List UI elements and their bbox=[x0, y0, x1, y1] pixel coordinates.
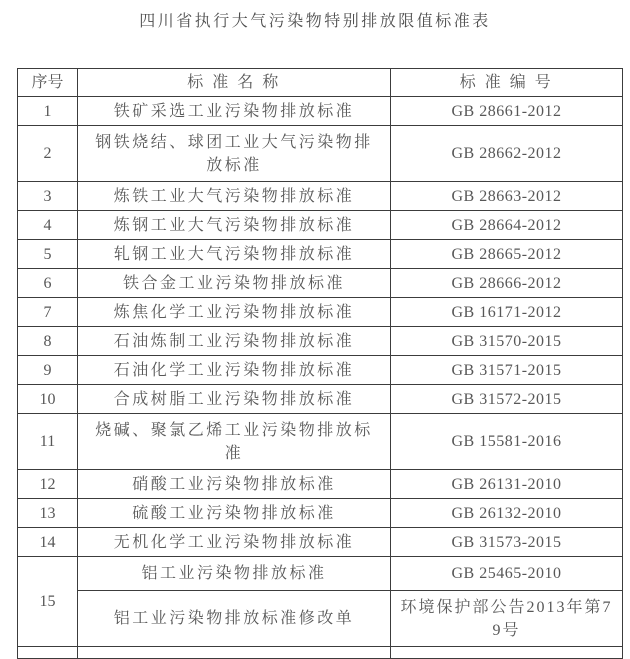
table-row bbox=[18, 414, 623, 470]
row-name: 硫酸工业污染物排放标准 bbox=[78, 499, 391, 528]
row-name: 炼钢工业大气污染物排放标准 bbox=[78, 211, 391, 240]
row-code: GB 28664-2012 bbox=[391, 211, 623, 240]
row-code: GB 28665-2012 bbox=[391, 240, 623, 269]
row-code: 环境保护部公告2013年第79号 bbox=[391, 591, 623, 647]
row-name: 铝工业污染物排放标准 bbox=[78, 557, 391, 591]
row-no: 2 bbox=[18, 126, 78, 182]
row-no: 1 bbox=[18, 97, 78, 126]
row-no: 8 bbox=[18, 327, 78, 356]
row-name bbox=[78, 647, 391, 659]
row-name: 钢铁烧结、球团工业大气污染物排放标准 bbox=[78, 126, 391, 182]
row-code: GB 28666-2012 bbox=[391, 269, 623, 298]
col-header-code: 标 准 编 号 bbox=[391, 69, 623, 97]
page-title: 四川省执行大气污染物特别排放限值标准表 bbox=[139, 13, 491, 30]
table-row bbox=[18, 97, 623, 126]
row-name: 铁合金工业污染物排放标准 bbox=[78, 269, 391, 298]
col-header-name: 标 准 名 称 bbox=[78, 69, 391, 97]
standards-table bbox=[17, 68, 623, 659]
row-no: 13 bbox=[18, 499, 78, 528]
row-code: GB 26131-2010 bbox=[391, 470, 623, 499]
table-row bbox=[18, 557, 623, 591]
row-no: 5 bbox=[18, 240, 78, 269]
row-code: GB 31572-2015 bbox=[391, 385, 623, 414]
row-name: 无机化学工业污染物排放标准 bbox=[78, 528, 391, 557]
row-no: 4 bbox=[18, 211, 78, 240]
row-name: 炼焦化学工业污染物排放标准 bbox=[78, 298, 391, 327]
row-code: GB 28663-2012 bbox=[391, 182, 623, 211]
row-name: 硝酸工业污染物排放标准 bbox=[78, 470, 391, 499]
row-name: 铁矿采选工业污染物排放标准 bbox=[78, 97, 391, 126]
table-row bbox=[18, 327, 623, 356]
row-no-merged: 15 bbox=[18, 557, 78, 647]
row-no: 11 bbox=[18, 414, 78, 470]
row-code: GB 28662-2012 bbox=[391, 126, 623, 182]
row-name: 烧碱、聚氯乙烯工业污染物排放标准 bbox=[78, 414, 391, 470]
row-name: 石油化学工业污染物排放标准 bbox=[78, 356, 391, 385]
row-code: GB 25465-2010 bbox=[391, 557, 623, 591]
table-row bbox=[18, 470, 623, 499]
table-row bbox=[18, 356, 623, 385]
table-row bbox=[18, 240, 623, 269]
row-code: GB 31570-2015 bbox=[391, 327, 623, 356]
table-row bbox=[18, 211, 623, 240]
row-name: 轧钢工业大气污染物排放标准 bbox=[78, 240, 391, 269]
table-row bbox=[18, 591, 623, 647]
row-code bbox=[391, 647, 623, 659]
row-code: GB 28661-2012 bbox=[391, 97, 623, 126]
row-name: 石油炼制工业污染物排放标准 bbox=[78, 327, 391, 356]
row-no: 9 bbox=[18, 356, 78, 385]
row-code: GB 16171-2012 bbox=[391, 298, 623, 327]
row-code: GB 15581-2016 bbox=[391, 414, 623, 470]
table-row bbox=[18, 182, 623, 211]
table-row bbox=[18, 499, 623, 528]
row-no bbox=[18, 647, 78, 659]
table-row bbox=[18, 385, 623, 414]
row-no: 7 bbox=[18, 298, 78, 327]
row-name: 铝工业污染物排放标准修改单 bbox=[78, 591, 391, 647]
table-header-row bbox=[18, 69, 623, 97]
row-name: 炼铁工业大气污染物排放标准 bbox=[78, 182, 391, 211]
table-row bbox=[18, 528, 623, 557]
table-row bbox=[18, 298, 623, 327]
row-no: 3 bbox=[18, 182, 78, 211]
table-row bbox=[18, 269, 623, 298]
row-no: 6 bbox=[18, 269, 78, 298]
table-row bbox=[18, 126, 623, 182]
row-no: 12 bbox=[18, 470, 78, 499]
row-name: 合成树脂工业污染物排放标准 bbox=[78, 385, 391, 414]
row-no: 10 bbox=[18, 385, 78, 414]
col-header-no: 序号 bbox=[18, 69, 78, 97]
row-code: GB 31573-2015 bbox=[391, 528, 623, 557]
row-no: 14 bbox=[18, 528, 78, 557]
table-row-partial bbox=[18, 647, 623, 659]
row-code: GB 26132-2010 bbox=[391, 499, 623, 528]
row-code: GB 31571-2015 bbox=[391, 356, 623, 385]
